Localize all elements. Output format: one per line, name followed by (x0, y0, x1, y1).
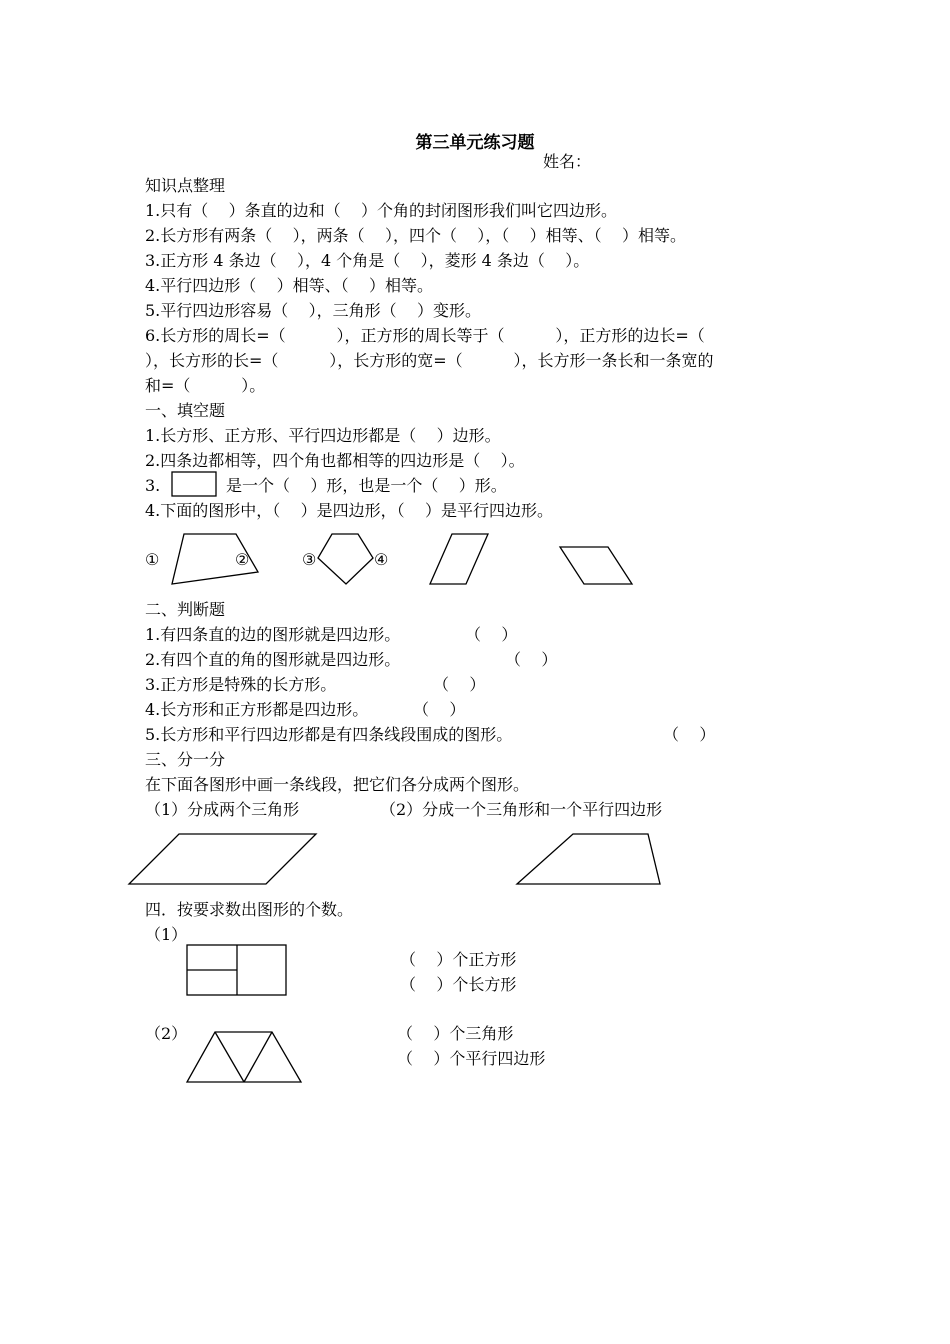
knowledge-line: 2.长方形有两条（ ），两条（ ），四个（ ），（ ）相等、（ ）相等。 (145, 226, 686, 245)
judge-item-4: 4.长方形和正方形都是四边形。 (145, 700, 369, 719)
section3-sub1: （1）分成两个三角形 (145, 800, 300, 819)
shape-label-4: ④ (374, 550, 389, 569)
judge-paren-1: （ ） (465, 625, 518, 644)
section3-heading: 三、分一分 (145, 750, 226, 769)
knowledge-line: 6.长方形的周长=（ ），正方形的周长等于（ ），正方形的边长=（ (145, 326, 705, 345)
pentagon-figure (318, 534, 373, 584)
divide-trapezoid-figure (517, 834, 660, 884)
section3-instruction: 在下面各图形中画一条线段，把它们各分成两个图形。 (145, 775, 530, 794)
knowledge-heading: 知识点整理 (145, 176, 226, 195)
section2-heading: 二、判断题 (145, 600, 226, 619)
fill-question-1: 1.长方形、正方形、平行四边形都是（ ）边形。 (145, 426, 501, 445)
name-label: 姓名： (543, 152, 592, 171)
judge-item-5: 5.长方形和平行四边形都是有四条线段围成的图形。 (145, 725, 513, 744)
judge-paren-5: （ ） (663, 725, 716, 744)
fill-question-4: 4.下面的图形中，（ ）是四边形，（ ）是平行四边形。 (145, 501, 553, 520)
knowledge-line: 和=（ ）。 (145, 376, 266, 395)
fill-question-3-text: 是一个（ ）形，也是一个（ ）形。 (226, 476, 507, 495)
fill-question-2: 2.四条边都相等，四个角也都相等的四边形是（ ）。 (145, 451, 525, 470)
count-parallelograms: （ ）个平行四边形 (397, 1049, 546, 1068)
judge-paren-3: （ ） (433, 675, 486, 694)
quadrilateral-figure (172, 534, 258, 584)
page-title: 第三单元练习题 (415, 133, 535, 153)
section4-part2-label: （2） (145, 1024, 188, 1043)
judge-paren-4: （ ） (413, 700, 466, 719)
fill-question-3-number: 3. (145, 476, 161, 495)
shape-label-1: ① (145, 550, 160, 569)
count-triangles: （ ）个三角形 (397, 1024, 514, 1043)
small-rectangle-figure (172, 472, 216, 496)
knowledge-line: 4.平行四边形（ ）相等、（ ）相等。 (145, 276, 433, 295)
section4-part1-label: （1） (145, 925, 188, 944)
count-rectangles: （ ）个长方形 (400, 975, 517, 994)
knowledge-line: 5.平行四边形容易（ ），三角形（ ）变形。 (145, 301, 481, 320)
section1-heading: 一、填空题 (145, 401, 226, 420)
section4-heading: 四．按要求数出图形的个数。 (145, 900, 354, 919)
shape-label-3: ③ (302, 550, 317, 569)
judge-paren-2: （ ） (505, 650, 558, 669)
section3-sub2: （2）分成一个三角形和一个平行四边形 (380, 800, 663, 819)
count-triangle-figure (187, 1032, 301, 1082)
judge-item-2: 2.有四个直的角的图形就是四边形。 (145, 650, 401, 669)
divide-parallelogram-figure (129, 834, 316, 884)
rhombus-figure (560, 547, 632, 584)
judge-item-1: 1.有四条直的边的图形就是四边形。 (145, 625, 401, 644)
shape-label-2: ② (235, 550, 250, 569)
judge-item-3: 3.正方形是特殊的长方形。 (145, 675, 337, 694)
knowledge-line: ），长方形的长=（ ），长方形的宽=（ ），长方形一条长和一条宽的 (145, 351, 714, 370)
knowledge-line: 3.正方形 4 条边（ ），4 个角是（ ），菱形 4 条边（ ）。 (145, 251, 590, 270)
parallelogram-figure (430, 534, 488, 584)
count-squares: （ ）个正方形 (400, 950, 517, 969)
knowledge-line: 1.只有（ ）条直的边和（ ）个角的封闭图形我们叫它四边形。 (145, 201, 617, 220)
